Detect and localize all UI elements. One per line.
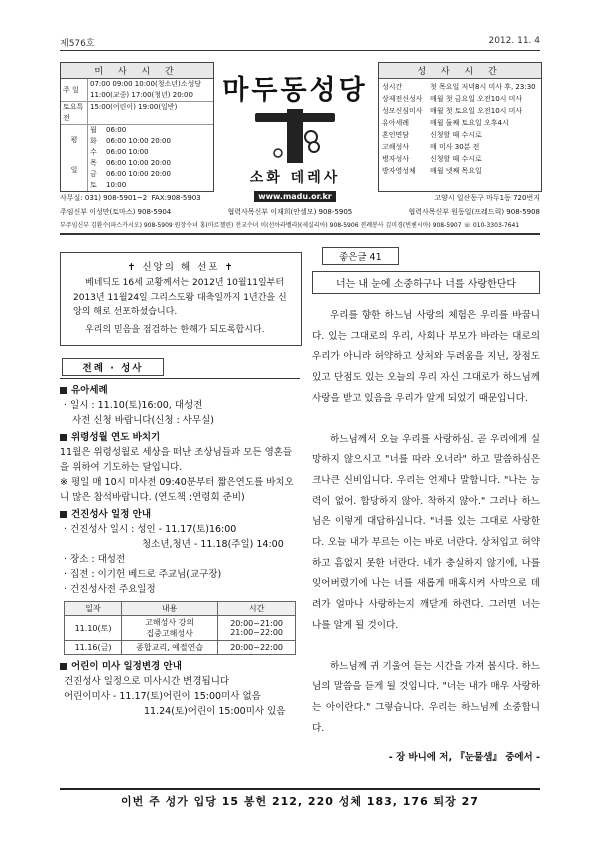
website-link[interactable]: www.madu.or.kr (254, 191, 336, 202)
faith-year-heading (61, 259, 301, 273)
sacrament-row: 상제전신성사 매월 첫 금요일 오전10시 미사 (382, 95, 523, 103)
faith-year-text: 우리의 믿음을 점검하는 한해가 되도록합시다. (85, 324, 265, 335)
sunday-label: 주 일 (61, 79, 88, 102)
reflection-tag: 좋은글 41 (322, 247, 399, 265)
weekday-row: 금 06:00 10:00 20:00 (90, 170, 171, 178)
sacrament-row: 혼인면담 신청할 때 수시로 (382, 131, 482, 139)
info-line: 청소년,청년 - 11.18(주일) 14:00 (142, 539, 284, 550)
office-phone: 사무실: 031) 908-5901~2 (60, 194, 148, 202)
sunday-line: 07:00 09:00 10:00(청소년)소성당 (90, 80, 202, 88)
info-line: · 건진성사 일시 : 성인 - 11.17(토)16:00 (64, 524, 237, 535)
info-line: · 일시 : 11.10(토)16:00, 대성전 (64, 400, 203, 411)
contact-row-staff: 부주임신부 김환수(파스카시오) 908-5909 원장수녀 홍(마르첼린) 전교수녀 이(선아라벨라)(세실리아) 908-5906 전례봉사 김미경(빈첸시아) 908-5907 ☏ 010-3303-7641 (60, 222, 520, 229)
weekday-label: 평 (70, 136, 78, 144)
faith-year-text: 베네딕도 16세 교황께서는 2012년 10월11일부터 2013년 11월24일 그리스도왕 대축일까지 1년간을 신앙의 해로 선포하셨습니다. (73, 278, 287, 317)
info-line: 어린이미사 - 11.17(토)어린이 15:00미사 없음 (64, 691, 261, 702)
sacrament-row: 유아세례 매월 둘째 토요일 오후4시 (382, 119, 509, 127)
parish-address: 고양시 일산동구 마두1동 720번지 (434, 194, 540, 202)
children-mass-head: 어린이 미사 일정변경 안내 (60, 659, 300, 674)
issue-date: 2012. 11. 4 (488, 36, 540, 46)
hymns-footer: 이번 주 성가 입당 15 봉헌 212, 220 성체 183, 176 퇴장 27 (60, 788, 540, 809)
table-header: 시간 (218, 602, 296, 616)
table-row: 11.10(토) 고해성사 강의 집중고해성사 20:00~21:00 21:00~22:00 (65, 616, 296, 641)
table-header: 내용 (122, 602, 218, 616)
sacrament-row: 병자성사 신청할 때 수시로 (382, 155, 482, 163)
parish-block (215, 68, 375, 202)
reflection-paragraph: 하느님께서 오늘 우리를 사랑하심. 곧 우리에게 실망하지 않으시고 "너를 따라 오너라" 하고 말씀하심은 크나큰 신비입니다. 우리는 언제나 말합니다. "나는 능력이 없어. 합당하지 않아. 착하지 않아." 그러나 하느님은 이렇게 대답하십니다. "너를 있는 그대로 사랑한다. 오늘 내가 부르는 이는 바로 너란다. 상처입고 허약하고 흠없지 못한 너란다. 네가 충실하지 않기에, 나를 잊어버렸기에 나는 너를 새롭게 매혹시켜 사막으로 데려가 얼마나 사랑하는지 깨닫게 하련다. 그러면 너는 나를 알게 될 것이다. (312, 433, 540, 631)
patron-name: 소화 데레사 (249, 170, 341, 186)
schedule-table (64, 601, 296, 655)
info-line: · 건진성사전 주요일정 (64, 584, 156, 595)
info-line: · 장소 : 대성전 (64, 554, 126, 565)
contact-row-priests (60, 207, 540, 217)
faith-year-title: 신앙의 해 선포 (142, 262, 220, 273)
table-row: 11.16(금) 종합교리, 예절연습 20:00~22:00 (65, 641, 296, 655)
weekday-row: 목 06:00 10:00 20:00 (90, 159, 171, 167)
confession-head: 건진성사 일정 안내 (60, 507, 300, 522)
info-line: 사전 신청 바랍니다(신청 : 사무실) (72, 415, 214, 426)
info-line: · 집전 : 이기헌 베드로 주교님(교구장) (64, 569, 222, 580)
sacraments-box (378, 62, 542, 192)
mass-times-title: 미 사 시 간 (61, 63, 213, 79)
parish-name: 마두동성당 (222, 75, 368, 106)
header-rule (60, 50, 540, 51)
fax: FAX:908-5903 (151, 194, 201, 202)
weekday-label: 일 (70, 166, 78, 174)
cross-icon (215, 107, 375, 165)
contact-row-office (60, 193, 540, 203)
reflection-section (312, 247, 540, 763)
reflection-source: - 장 바니에 저, 『눈물샘』 중에서 - (388, 752, 540, 764)
contact-item: 협력사목신부 원동일(프레드릭) 908-5908 (408, 208, 540, 216)
sunday-line: 11:00(교중) 17:00(청년) 20:00 (90, 91, 193, 99)
sacrament-row: 고해성사 매 미사 30분 전 (382, 143, 480, 151)
cross-icon: ✝ (127, 262, 138, 273)
weekday-row: 화 06:00 10:00 20:00 (90, 137, 171, 145)
mass-times-box (60, 62, 214, 192)
saturday-line: 15:00(어린이) 19:00(일반) (90, 103, 178, 111)
memorial-head: 위령성월 연도 바치기 (60, 430, 300, 445)
weekday-row: 토 10:00 (90, 181, 127, 189)
cross-icon: ✝ (224, 262, 235, 273)
weekday-row: 수 06:00 10:00 (90, 148, 149, 156)
infant-baptism-head: 유아세례 (60, 383, 300, 398)
info-line: 건진성사 일정으로 미사시간 변경됩니다 (64, 676, 230, 687)
reflection-paragraph: 하느님께 귀 기울여 듣는 시간을 가져 봅시다. 하느님의 말씀을 듣게 될 것입니다. "너는 내가 매우 사랑하는 아이란다." 그렇습니다. 우리는 하느님께 소중합니다. (312, 660, 540, 734)
cross-emblem (215, 107, 375, 165)
info-line: ※ 평일 매 10시 미사전 09:40분부터 짧은연도를 바치오니 많은 참석바랍니다. (연도책 :연령회 준비) (60, 477, 294, 503)
liturgy-title: 전례 · 성사 (62, 358, 164, 376)
weekday-row: 월 06:00 (90, 126, 127, 134)
liturgy-section (60, 358, 300, 719)
saturday-label: 토요특전 (61, 102, 88, 125)
issue-number: 제576호 (60, 39, 95, 49)
reflection-title: 너는 내 눈에 소중하구나 너를 사랑한단다 (312, 271, 540, 294)
table-header: 일자 (65, 602, 122, 616)
info-line: 11월은 위령성월로 세상을 떠난 조상님들과 모든 영혼들을 위하여 기도하는 달입니다. (60, 447, 293, 473)
sacrament-row: 성모신심미사 매월 첫 토요일 오전10시 미사 (382, 107, 523, 115)
sacrament-row: 성시간 첫 목요일 저녁8시 미사 후, 23:30 (382, 83, 536, 91)
sacrament-row: 방자영성체 매월 넷째 목요일 (382, 167, 482, 175)
contact-rule (60, 233, 540, 235)
info-line: 11.24(토)어린이 15:00미사 있음 (144, 706, 286, 717)
contact-item: 주임신부 이성만(토마스) 908-5904 (60, 208, 172, 216)
contact-item: 협력사목신부 이재희(안셀모) 908-5905 (227, 208, 353, 216)
issue-header (60, 36, 540, 49)
faith-year-box (60, 252, 302, 346)
reflection-paragraph: 우리를 향한 하느님 사랑의 체험은 우리를 바꿉니다. 있는 그대로의 우리, 사회나 부모가 바라는 대로의 우리가 아니라 허약하고 상처와 두려움을 지닌, 장점도 있고 단점도 있는 오늘의 우리 자신 그대로가 하느님께 사랑을 받고 있음을 우리가 알게 되었기 때문입니다. (312, 310, 540, 404)
sacraments-title: 성 사 시 간 (379, 63, 541, 79)
